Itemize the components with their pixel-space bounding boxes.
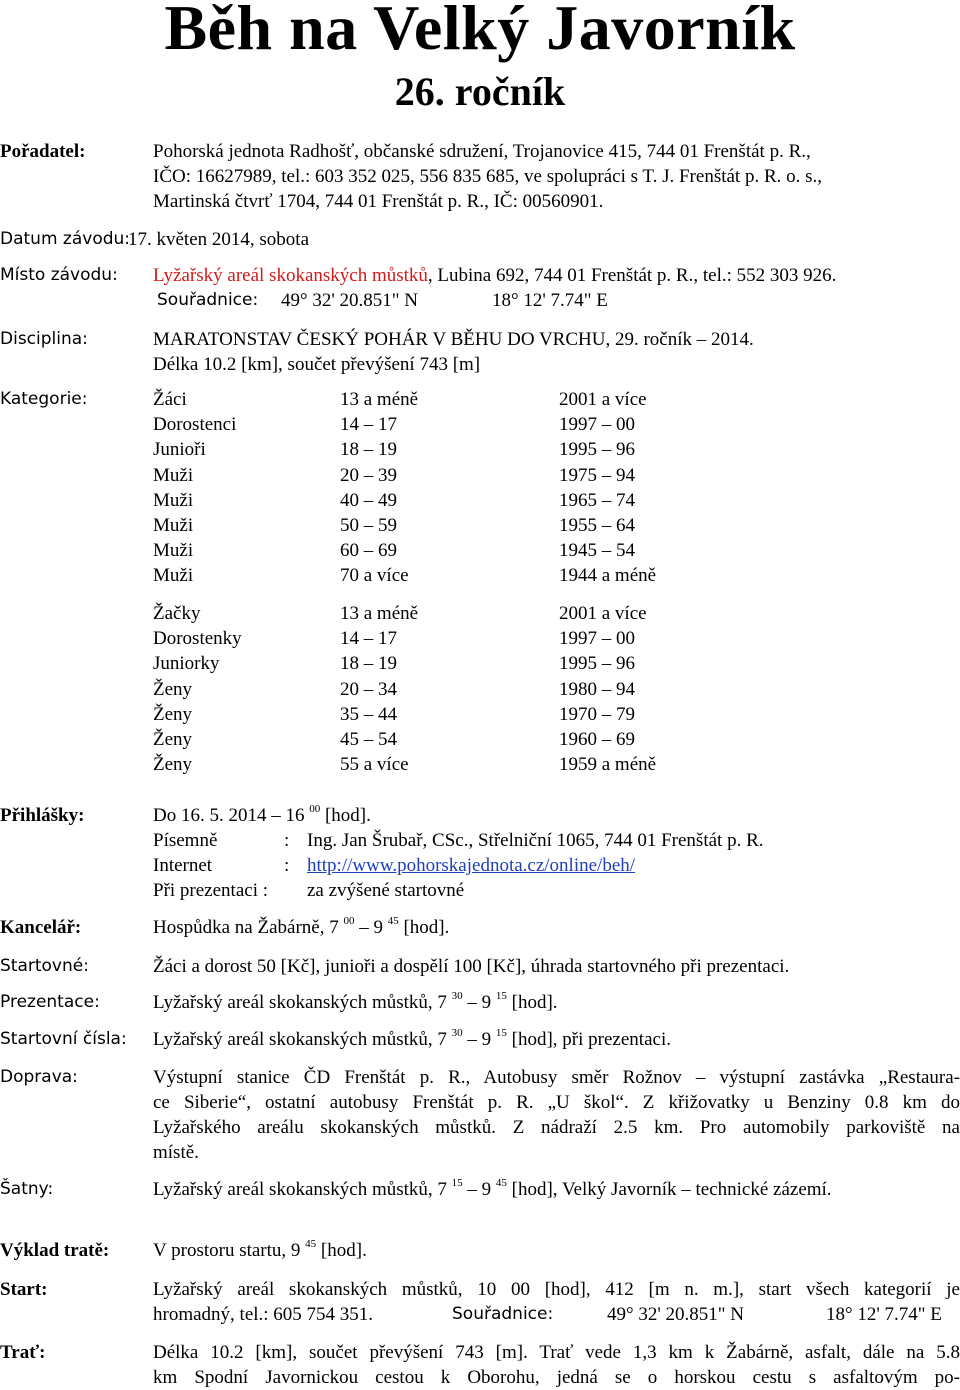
transport-line: ce Siberie“, ostatní autobusy Frenštát p. R. „U škol“. Z křižovatky u Benziny 0.8 km do	[153, 1092, 960, 1113]
presentation-label: Prezentace:	[0, 992, 100, 1012]
category-name: Muži	[153, 464, 194, 486]
category-name: Ženy	[153, 678, 193, 700]
changing-rooms-value: Lyžařský areál skokanských můstků, 7 $^{15}$ – 9 $^{45}$ [hod], Velký Javorník – technické zázemí.	[153, 1177, 832, 1200]
category-age: 18 – 19	[340, 439, 397, 461]
discipline-name: MARATONSTAV ČESKÝ POHÁR V BĚHU DO VRCHU, 29. ročník – 2014.	[153, 329, 754, 350]
category-name: Žačky	[153, 603, 201, 624]
discipline-length: Délka 10.2 [km], součet převýšení 743 [m]	[153, 354, 481, 375]
category-name: Ženy	[153, 754, 193, 776]
course-briefing-value: V prostoru startu, 9 $^{45}$ [hod].	[153, 1238, 367, 1261]
venue-label: Místo závodu:	[0, 265, 118, 285]
category-name: Muži	[153, 515, 194, 536]
race-date-label: Datum závodu:	[0, 229, 131, 249]
category-name: Muži	[153, 565, 194, 587]
changing-rooms-label: Šatny:	[0, 1179, 54, 1199]
start-latitude: 49° 32' 20.851" N	[607, 1304, 744, 1325]
category-age: 13 a méně	[340, 389, 419, 410]
course-label: Trať:	[0, 1342, 46, 1363]
venue-line	[153, 263, 836, 288]
category-age: 70 a více	[340, 565, 409, 587]
category-birth-years: 1997 – 00	[559, 414, 635, 436]
category-name: Juniorky	[153, 653, 220, 675]
category-birth-years: 1995 – 96	[559, 439, 635, 461]
presentation-value: Lyžařský areál skokanských můstků, 7 $^{30}$ – 9 $^{15}$ [hod].	[153, 990, 558, 1013]
category-birth-years: 1945 – 54	[559, 540, 635, 562]
entry-fee-label: Startovné:	[0, 956, 89, 976]
registration-label: Přihlášky:	[0, 805, 85, 826]
category-name: Muži	[153, 540, 194, 562]
category-birth-years: 1960 – 69	[559, 729, 635, 750]
category-birth-years: 2001 a více	[559, 603, 647, 624]
category-name: Ženy	[153, 729, 193, 750]
transport-label: Doprava:	[0, 1067, 78, 1087]
venue-longitude: 18° 12' 7.74" E	[492, 290, 608, 311]
category-age: 20 – 39	[340, 464, 397, 486]
category-age: 14 – 17	[340, 628, 397, 650]
category-name: Muži	[153, 489, 194, 511]
race-date-value: 17. květen 2014, sobota	[128, 229, 310, 250]
category-birth-years: 1995 – 96	[559, 653, 635, 675]
category-birth-years: 1975 – 94	[559, 464, 635, 486]
registration-internet-label: Internet	[153, 855, 213, 876]
start-line: Lyžařský areál skokanských můstků, 10 00 [hod], 412 [m n. m.], start všech kategorií je	[153, 1279, 960, 1300]
category-name: Junioři	[153, 439, 206, 461]
category-name: Ženy	[153, 703, 193, 725]
start-longitude: 18° 12' 7.74" E	[826, 1304, 942, 1325]
transport-line: Lyžařského areálu skokanských můstků. Z nádraží 2.5 km. Pro automobily parkoviště na	[153, 1117, 960, 1138]
category-birth-years: 1944 a méně	[559, 565, 657, 587]
office-label: Kancelář:	[0, 917, 82, 938]
registration-internet-sep: :	[284, 855, 290, 876]
category-age: 40 – 49	[340, 489, 397, 511]
category-age: 55 a více	[340, 754, 409, 776]
venue-coords-label: Souřadnice:	[157, 290, 259, 310]
bib-numbers-value: Lyžařský areál skokanských můstků, 7 $^{30}$ – 9 $^{15}$ [hod], při prezentaci.	[153, 1027, 671, 1050]
category-age: 13 a méně	[340, 603, 419, 624]
registration-written-label: Písemně	[153, 830, 218, 851]
category-birth-years: 1965 – 74	[559, 489, 635, 511]
start-coords-label: Souřadnice:	[452, 1304, 554, 1324]
venue-name: Lyžařský areál skokanských můstků	[153, 265, 428, 286]
category-age: 35 – 44	[340, 703, 397, 725]
category-age: 18 – 19	[340, 653, 397, 675]
registration-written-sep: :	[284, 830, 290, 851]
organizer-line: Martinská čtvrť 1704, 744 01 Frenštát p. R., IČ: 00560901.	[153, 191, 604, 212]
category-age: 50 – 59	[340, 515, 397, 536]
venue-latitude: 49° 32' 20.851" N	[281, 290, 418, 311]
transport-line: místě.	[153, 1142, 199, 1163]
category-birth-years: 1959 a méně	[559, 754, 657, 776]
office-value: Hospůdka na Žabárně, 7 $^{00}$ – 9 $^{45}$ [hod].	[153, 915, 450, 938]
entry-fee-value: Žáci a dorost 50 [Kč], junioři a dospělí 100 [Kč], úhrada startovného při prezentaci.	[153, 956, 790, 977]
document-title: Běh na Velký Javorník	[164, 0, 796, 63]
category-birth-years: 1980 – 94	[559, 678, 635, 700]
category-birth-years: 1970 – 79	[559, 703, 635, 725]
organizer-line: IČO: 16627989, tel.: 603 352 025, 556 835 685, ve spolupráci s T. J. Frenštát p. R. o. s.,	[153, 166, 823, 187]
category-age: 60 – 69	[340, 540, 397, 562]
category-age: 20 – 34	[340, 678, 397, 700]
course-line: km Spodní Javornickou cestou k Oborohu, jedná se o horskou cestu s asfaltovým po-	[153, 1367, 960, 1388]
registration-onsite-value: za zvýšené startovné	[307, 880, 465, 901]
registration-written-address: Ing. Jan Šrubař, CSc., Střelniční 1065, 744 01 Frenštát p. R.	[307, 830, 764, 851]
course-briefing-label: Výklad tratě:	[0, 1240, 110, 1261]
start-label: Start:	[0, 1279, 48, 1300]
course-line: Délka 10.2 [km], součet převýšení 743 [m]. Trať vede 1,3 km k Žabárně, asfalt, dále na 5.8	[153, 1342, 960, 1363]
organizer-line: Pohorská jednota Radhošť, občanské sdružení, Trojanovice 415, 744 01 Frenštát p. R.,	[153, 141, 811, 162]
category-age: 14 – 17	[340, 414, 397, 436]
bib-numbers-label: Startovní čísla:	[0, 1029, 127, 1049]
category-birth-years: 1955 – 64	[559, 515, 635, 536]
category-age: 45 – 54	[340, 729, 397, 750]
organizer-label: Pořadatel:	[0, 141, 86, 162]
categories-label: Kategorie:	[0, 389, 88, 409]
discipline-label: Disciplina:	[0, 329, 88, 349]
category-birth-years: 2001 a více	[559, 389, 647, 410]
registration-onsite-label: Při prezentaci :	[153, 880, 269, 901]
category-birth-years: 1997 – 00	[559, 628, 635, 650]
category-name: Dorostenky	[153, 628, 242, 650]
start-phone: hromadný, tel.: 605 754 351.	[153, 1304, 374, 1325]
registration-url-link[interactable]: http://www.pohorskajednota.cz/online/beh/	[307, 855, 636, 876]
registration-deadline: Do 16. 5. 2014 – 16 $^{00}$ [hod].	[153, 803, 371, 826]
category-name: Žáci	[153, 389, 187, 410]
edition-subtitle: 26. ročník	[394, 69, 566, 114]
category-name: Dorostenci	[153, 414, 237, 436]
venue-address: , Lubina 692, 744 01 Frenštát p. R., tel.: 552 303 926.	[427, 265, 837, 286]
transport-line: Výstupní stanice ČD Frenštát p. R., Autobusy směr Rožnov – výstupní zastávka „Restaura-	[153, 1067, 960, 1088]
